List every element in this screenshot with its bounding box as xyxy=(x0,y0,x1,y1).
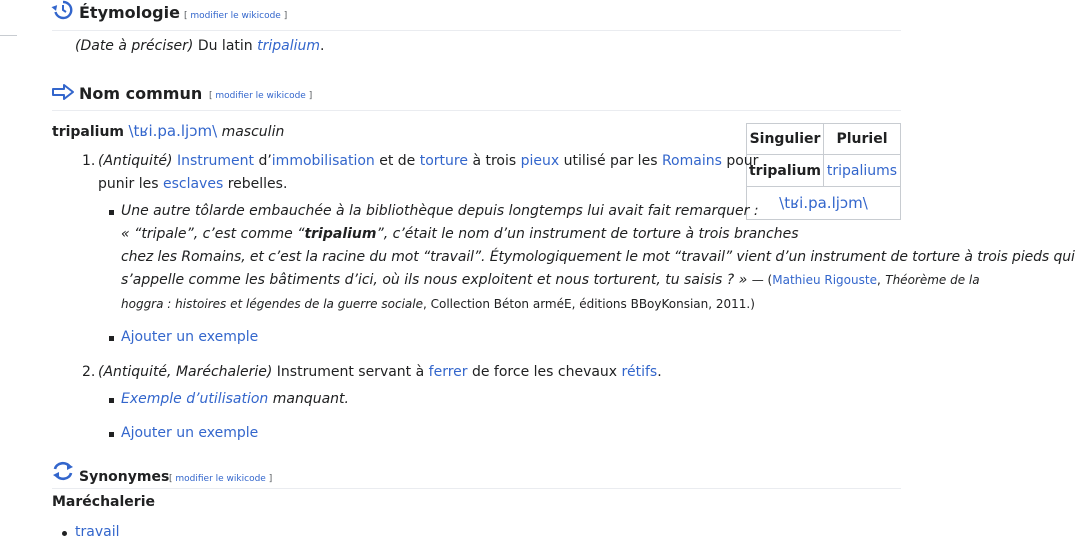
quote-source-open: — ( xyxy=(751,273,773,287)
etymology-line xyxy=(75,38,324,54)
source-details: , Collection Béton arméE, éditions BBoyKonsian, 2011.) xyxy=(422,297,755,311)
source-title: Théorème de la xyxy=(885,273,980,287)
def1-text: pour xyxy=(726,153,759,169)
synonyms-title: Synonymes xyxy=(79,469,170,485)
arrow-right-icon xyxy=(52,84,74,104)
def1-line2 xyxy=(98,176,287,192)
link-torture[interactable]: torture xyxy=(419,153,468,169)
def2-text: Instrument servant à xyxy=(276,364,425,380)
etymology-heading xyxy=(52,0,901,31)
plural-header: Pluriel xyxy=(824,124,901,155)
link-ferrer[interactable]: ferrer xyxy=(428,364,468,380)
def1-text: à trois xyxy=(472,153,517,169)
bracket-close: ] xyxy=(268,474,273,484)
table-pron-cell xyxy=(747,187,901,220)
def1-text: punir les xyxy=(98,176,159,192)
plural-form-link[interactable]: tripaliums xyxy=(826,162,898,179)
quote-text: ”, c’était le nom d’un instrument de torture à trois branches xyxy=(376,226,799,242)
usage-bullet xyxy=(109,398,114,403)
link-romains[interactable]: Romains xyxy=(661,153,722,169)
inflection-table xyxy=(746,123,901,220)
add-example-bullet-2 xyxy=(109,432,114,437)
synonyms-edit-link[interactable]: modifier le wikicode xyxy=(175,474,266,484)
etymology-text: Du latin xyxy=(197,38,253,54)
headword-line xyxy=(52,122,284,140)
synonyms-heading xyxy=(52,461,901,489)
def1-label: (Antiquité) xyxy=(98,153,173,169)
date-label: (Date à préciser) xyxy=(75,38,194,54)
quote-bullet xyxy=(109,210,114,215)
left-rule xyxy=(0,35,17,36)
etymology-edit-section xyxy=(184,11,287,21)
etymology-edit-link[interactable]: modifier le wikicode xyxy=(190,11,281,21)
quote-headword: tripalium xyxy=(304,226,377,242)
singular-header: Singulier xyxy=(747,124,824,155)
def2-number: 2. xyxy=(82,364,96,380)
def1-line1 xyxy=(98,153,758,169)
etymology-title: Étymologie xyxy=(79,3,180,22)
quote-line1: Une autre tôlarde embauchée à la bibliothèque depuis longtemps lui avait fait remarquer : xyxy=(121,203,759,219)
quote-line5 xyxy=(121,297,755,311)
link-pieux[interactable]: pieux xyxy=(520,153,560,169)
add-example-bullet xyxy=(109,336,114,341)
quote-text: s’appelle comme les bâtiments d’ici, où ils nous exploitent et nous torturent, tu saisis ? » xyxy=(121,272,748,288)
def1-text: utilisé par les xyxy=(563,153,658,169)
table-pronunciation[interactable]: \tʁi.pa.ljɔm\ xyxy=(779,194,868,212)
def1-text: d’ xyxy=(258,153,272,169)
quote-line4 xyxy=(121,272,980,288)
def1-text: rebelles. xyxy=(227,176,288,192)
headword: tripalium xyxy=(52,124,125,140)
bracket-open: [ xyxy=(184,11,188,21)
bracket-close: ] xyxy=(283,11,288,21)
bracket-open: [ xyxy=(209,91,213,101)
singular-form: tripalium xyxy=(747,155,824,187)
usage-example-link[interactable]: Exemple d’utilisation xyxy=(121,391,269,407)
history-icon xyxy=(52,0,74,24)
add-example-link-1[interactable]: Ajouter un exemple xyxy=(121,329,259,345)
synonyms-edit-section xyxy=(169,474,272,484)
def2-end: . xyxy=(657,364,662,380)
headword-pronunciation[interactable]: \tʁi.pa.ljɔm\ xyxy=(128,122,218,140)
synonyms-subhead: Maréchalerie xyxy=(52,494,155,510)
synonym-bullet xyxy=(62,531,67,536)
usage-missing-text: manquant. xyxy=(272,391,349,407)
plural-cell xyxy=(824,155,901,187)
quote-line2 xyxy=(121,226,799,242)
def1-number: 1. xyxy=(82,153,96,169)
noun-title: Nom commun xyxy=(79,84,203,103)
bracket-open: [ xyxy=(169,474,173,484)
noun-edit-link[interactable]: modifier le wikicode xyxy=(215,91,306,101)
noun-heading xyxy=(52,80,901,111)
noun-edit-section xyxy=(209,91,312,101)
def2-label: (Antiquité, Maréchalerie) xyxy=(98,364,273,380)
gender-label: masculin xyxy=(221,124,285,140)
source-title-cont: hoggra : histoires et légendes de la guerre sociale xyxy=(121,297,423,311)
sync-icon xyxy=(52,461,74,485)
link-esclaves[interactable]: esclaves xyxy=(162,176,224,192)
etymology-end: . xyxy=(320,38,325,54)
bracket-close: ] xyxy=(308,91,313,101)
quote-text: « “tripale”, c’est comme “ xyxy=(121,226,305,242)
quote-comma: , xyxy=(876,273,881,287)
etymology-link-tripalium[interactable]: tripalium xyxy=(257,38,320,54)
add-example-link-2[interactable]: Ajouter un exemple xyxy=(121,425,259,441)
quote-line3: chez les Romains, et c’est la racine du mot “travail”. Étymologiquement le mot “travail” vient d’un instrument de torture à trois pieds qui xyxy=(121,249,1075,265)
link-instrument[interactable]: Instrument xyxy=(176,153,254,169)
link-immobilisation[interactable]: immobilisation xyxy=(271,153,375,169)
link-retifs[interactable]: rétifs xyxy=(621,364,658,380)
synonym-link-travail[interactable]: travail xyxy=(75,524,120,540)
usage-example-line xyxy=(121,391,349,407)
def1-text: et de xyxy=(379,153,416,169)
def2-text: de force les chevaux xyxy=(471,364,618,380)
author-link[interactable]: Mathieu Rigouste xyxy=(772,273,877,287)
def2-line xyxy=(98,364,662,380)
